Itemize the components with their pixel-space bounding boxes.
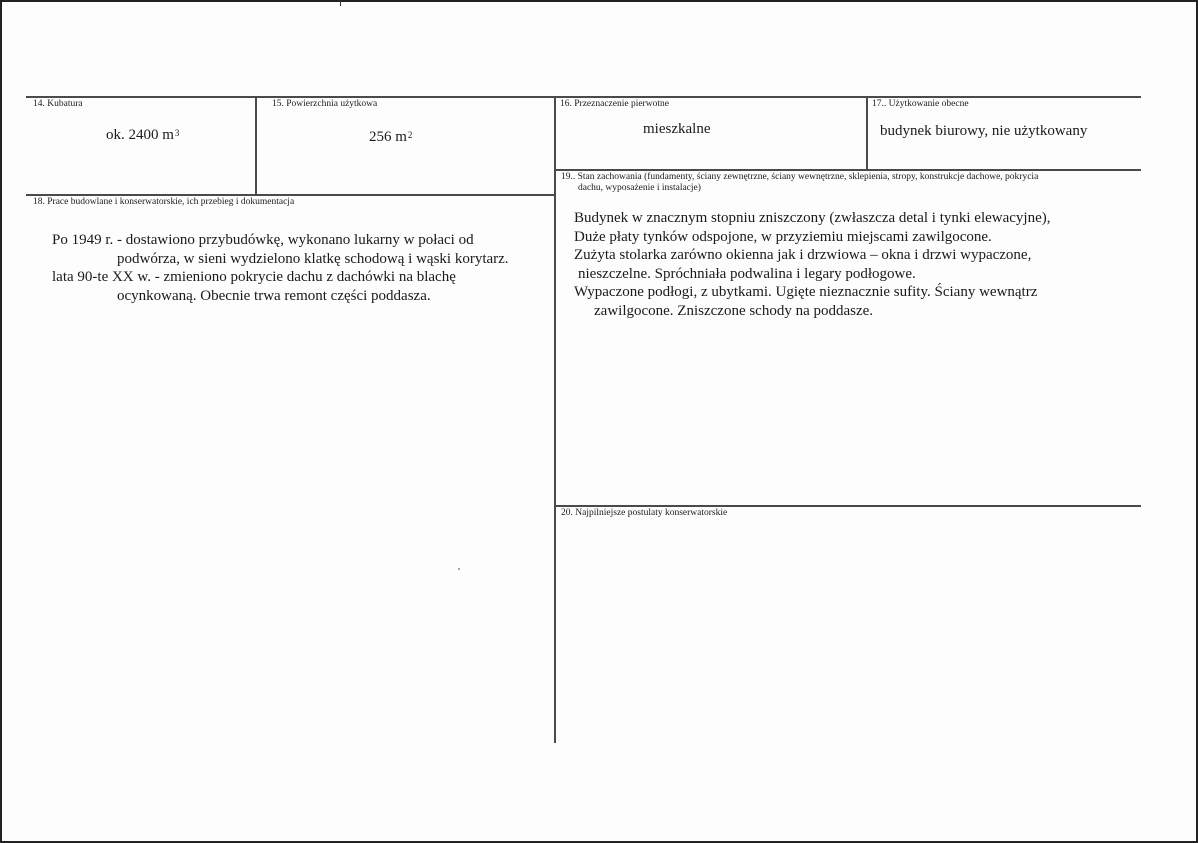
field-18-text [52, 231, 509, 305]
field-19-line: Wypaczone podłogi, z ubytkami. Ugięte nieznacznie sufity. Ściany wewnątrz [574, 284, 1038, 300]
field-19-line: Zużyta stolarka zarówno okienna jak i drzwiowa – okna i drzwi wypaczone, [574, 247, 1032, 263]
field-19-label-line: dachu, wyposażenie i instalacje) [578, 183, 701, 193]
field-19-line: Duże płaty tynków odspojone, w przyziemiu miejscami zawilgocone. [574, 228, 992, 245]
area-value: 256 m [369, 129, 407, 145]
field-17-label: 17.. Użytkowanie obecne [872, 99, 969, 109]
top-rule [26, 96, 1141, 98]
field-19-line: nieszczelne. Spróchniała podwalina i legary podłogowe. [578, 265, 916, 282]
rule-above-18 [26, 194, 555, 196]
field-19-line: zawilgocone. Zniszczone schody na poddasze. [594, 302, 874, 319]
field-17-value: budynek biurowy, nie użytkowany [880, 123, 1088, 139]
volume-value: ok. 2400 m [106, 127, 174, 143]
field-15-value [369, 128, 412, 146]
field-18-line: podwórza, w sieni wydzielono klatkę schodową i wąski korytarz. [117, 250, 509, 267]
field-19-label-line: 19.. Stan zachowania (fundamenty, ściany zewnętrzne, ściany wewnętrzne, sklepienia, stropy, konstrukcje dachowe, pokrycia [561, 172, 1039, 182]
field-18-line: ocynkowaną. Obecnie trwa remont części poddasza. [117, 287, 431, 304]
divider-16-17 [866, 96, 868, 169]
field-19-line: Budynek w znacznym stopniu zniszczony (zwłaszcza detal i tynki elewacyjne), [574, 210, 1051, 226]
field-18-line: Po 1949 r. - dostawiono przybudówkę, wykonano lukarny w połaci od [52, 232, 474, 248]
field-19-text [574, 209, 1050, 320]
field-16-value: mieszkalne [643, 121, 711, 137]
field-16-label: 16. Przeznaczenie pierwotne [560, 99, 669, 109]
field-18-line: lata 90-te XX w. - zmieniono pokrycie dachu z dachówki na blachę [52, 269, 456, 285]
area-unit-exponent: 2 [407, 130, 413, 140]
registration-mark [340, 0, 341, 6]
field-15-label: 15. Powierzchnia użytkowa [272, 99, 378, 109]
field-18-label: 18. Prace budowlane i konserwatorskie, ich przebieg i dokumentacja [33, 197, 295, 207]
rule-above-20 [555, 505, 1141, 507]
field-19-label [561, 172, 1038, 194]
scan-speck [458, 568, 460, 570]
field-14-value [106, 126, 179, 144]
divider-14-15 [255, 96, 257, 194]
rule-above-19 [555, 169, 1141, 171]
volume-unit-exponent: 3 [174, 128, 180, 138]
field-14-label: 14. Kubatura [33, 99, 83, 109]
field-20-label: 20. Najpilniejsze postulaty konserwatorskie [561, 508, 728, 518]
